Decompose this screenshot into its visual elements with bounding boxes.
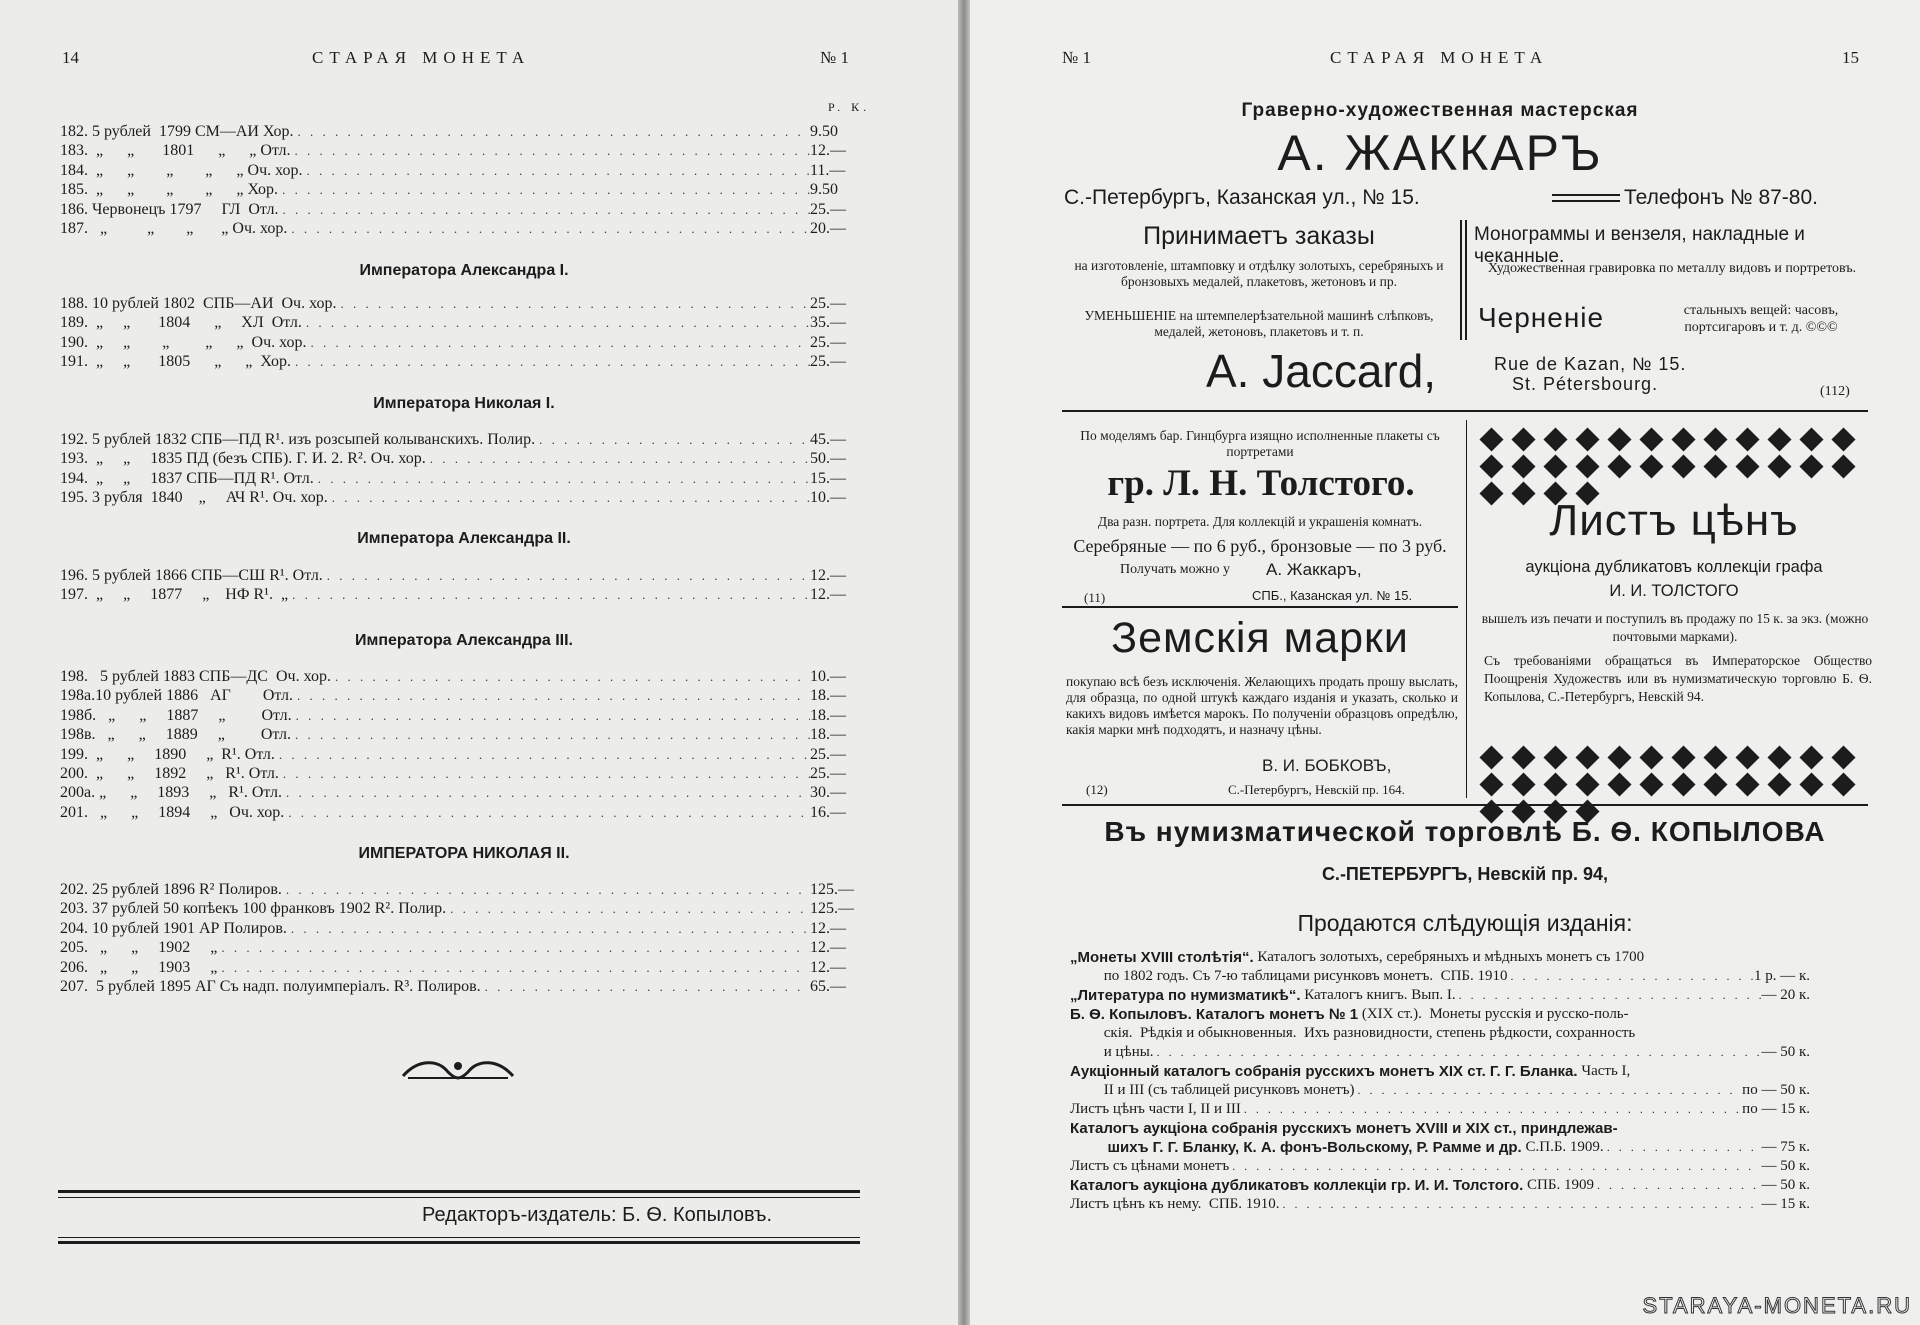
diamond-icon xyxy=(1639,772,1663,796)
leader-dots xyxy=(302,313,810,332)
ad1-left-title: Принимаетъ заказы xyxy=(1143,222,1375,250)
coin-entry xyxy=(60,977,868,996)
ad4-sub: аукціона дубликатовъ коллекціи графа xyxy=(1525,558,1823,576)
diamond-icon xyxy=(1575,772,1599,796)
coin-entry xyxy=(60,686,868,705)
right-page-number: 15 xyxy=(1842,48,1859,67)
diamond-icon xyxy=(1767,454,1791,478)
catalog-entry xyxy=(1070,1024,1810,1043)
catalog-text: скія. Рѣдкія и обыкновенныя. Ихъ разновидности, степень рѣдкости, сохранность xyxy=(1070,1025,1636,1041)
coin-entry xyxy=(60,803,868,822)
leader-dots xyxy=(328,488,810,507)
catalog-text: Часть I, xyxy=(1577,1063,1631,1079)
ad2-title: гр. Л. Н. Толстого. xyxy=(1107,463,1415,504)
coin-description: 188. 10 рублей 1802 СПБ—АИ Оч. хор. xyxy=(60,295,337,312)
catalog-text: С.П.Б. 1909. xyxy=(1521,1139,1604,1155)
catalog-entry xyxy=(1070,1005,1810,1024)
leader-dots xyxy=(314,469,810,488)
ad1-left-body2: УМЕНЬШЕНІЕ на штемпелерѣзательной машинѣ слѣпковъ, медалей, жетоновъ, плакетовъ и т. п. xyxy=(1084,308,1434,339)
ad2-line1: Два разн. портрета. Для коллекцій и украшенія комнатъ. xyxy=(1097,514,1423,529)
ad3-addr: С.-Петербургъ, Невскій пр. 164. xyxy=(1228,782,1405,797)
diamond-icon xyxy=(1511,427,1535,451)
coin-list-group2 xyxy=(60,294,868,372)
ad3-code: (12) xyxy=(1086,782,1108,797)
coin-description: 193. „ „ 1835 ПД (безъ СПБ). Г. И. 2. R². Оч. хор. xyxy=(60,450,426,468)
leader-dots xyxy=(1229,1157,1761,1176)
diamond-icon xyxy=(1479,427,1503,451)
catalog-entry xyxy=(1070,1157,1810,1176)
catalog-price: по — 50 к. xyxy=(1742,1082,1810,1098)
ad2-line3b: А. Жаккаръ, xyxy=(1266,560,1362,579)
leader-dots xyxy=(307,333,811,352)
diamond-icon xyxy=(1511,772,1535,796)
coin-price: 16.— xyxy=(810,803,846,821)
diamond-icon xyxy=(1607,745,1631,769)
catalog-entry xyxy=(1070,948,1810,967)
coin-price: 45.— xyxy=(810,431,846,448)
diamond-icon xyxy=(1831,772,1855,796)
diamond-icon xyxy=(1479,745,1503,769)
ad4-title: Листъ цѣнъ xyxy=(1549,496,1799,545)
coin-entry xyxy=(60,667,868,686)
diamond-icon xyxy=(1735,772,1759,796)
catalog-entry xyxy=(1070,1100,1810,1119)
diamond-icon xyxy=(1607,454,1631,478)
catalog-price: — 15 к. xyxy=(1761,1196,1810,1212)
coin-entry xyxy=(60,449,868,468)
coin-description: 192. 5 рублей 1832 СПБ—ПД R¹. изъ розсыпей колыванскихъ. Полир. xyxy=(60,431,536,448)
ad-separator-3 xyxy=(1062,804,1868,806)
coin-entry xyxy=(60,469,868,488)
diamond-icon xyxy=(1831,427,1855,451)
diamond-icon xyxy=(1671,772,1695,796)
coin-description: 182. 5 рублей 1799 СМ—АИ Хор. xyxy=(60,123,294,140)
leader-dots xyxy=(303,161,811,180)
leader-dots xyxy=(287,919,810,938)
coin-entry xyxy=(60,745,868,764)
ad1-rule-b xyxy=(1552,200,1620,202)
leader-dots xyxy=(217,938,810,957)
right-running-title: СТАРАЯ МОНЕТА xyxy=(1330,48,1549,67)
coin-list-group3 xyxy=(60,430,868,508)
right-issue: № 1 xyxy=(1062,48,1091,67)
left-issue: № 1 xyxy=(820,48,849,67)
catalog-price: — 50 к. xyxy=(1761,1158,1810,1174)
coin-price: 18.— xyxy=(810,726,846,744)
diamond-icon xyxy=(1671,745,1695,769)
coin-description: 183. „ „ 1801 „ „ Отл. xyxy=(60,142,291,160)
diamond-icon xyxy=(1543,745,1567,769)
coin-description: 204. 10 рублей 1901 АР Полиров. xyxy=(60,919,287,937)
coin-price: 12.— xyxy=(810,958,846,976)
coin-list-group4 xyxy=(60,566,868,605)
coin-description: 200. „ „ 1892 „ R¹. Отл. xyxy=(60,764,279,782)
diamond-icon xyxy=(1543,772,1567,796)
ad-separator-2 xyxy=(1062,606,1458,608)
leader-dots xyxy=(278,200,810,219)
coin-price: 25.— xyxy=(810,200,846,218)
ad3-name: В. И. БОБКОВЪ, xyxy=(1262,756,1392,775)
leader-dots xyxy=(535,430,810,449)
left-page xyxy=(0,0,958,1325)
catalog-title: Каталогъ аукціона дубликатовъ коллекціи гр. И. И. Толстого. xyxy=(1070,1177,1524,1194)
leader-dots xyxy=(275,745,810,764)
catalog-title: „Литература по нумизматикѣ“. xyxy=(1070,987,1301,1004)
coin-price: 15.— xyxy=(810,469,846,487)
coin-entry xyxy=(60,919,868,938)
ad4-body: вышелъ изъ печати и поступилъ въ продажу по 15 к. за экз. (можно почтовыми марками). xyxy=(1481,611,1869,644)
section-heading-alexander3: Императора Александра III. xyxy=(355,632,573,649)
coin-entry xyxy=(60,783,868,802)
coin-description: 196. 5 рублей 1866 СПБ—СШ R¹. Отл. xyxy=(60,567,323,584)
coin-entry xyxy=(60,294,868,313)
catalog-entry xyxy=(1070,1195,1810,1214)
catalog-entry xyxy=(1070,1062,1810,1081)
coin-entry xyxy=(60,899,868,918)
coin-description: 203. 37 рублей 50 копѣекъ 100 франковъ 1902 R². Полир. xyxy=(60,900,447,918)
coin-price: 65.— xyxy=(810,977,846,995)
coin-entry xyxy=(60,333,868,352)
diamond-icon xyxy=(1703,427,1727,451)
leader-dots xyxy=(331,667,810,686)
catalog-text: Каталогъ книгъ. Вып. I. xyxy=(1300,987,1456,1003)
coin-description: 194. „ „ 1837 СПБ—ПД R¹. Отл. xyxy=(60,469,314,487)
coin-list-group5 xyxy=(60,667,868,822)
leader-dots xyxy=(1508,967,1754,986)
diamond-icon xyxy=(1799,772,1823,796)
coin-description: 197. „ „ 1877 „ НФ R¹. „ xyxy=(60,586,289,604)
ad4-ornament-bottom xyxy=(1480,746,1870,823)
diamond-icon xyxy=(1575,427,1599,451)
currency-header: Р. К. xyxy=(828,100,871,114)
ad4-body2: Съ требованіями обращаться въ Императорское Общество Поощренія Художествъ или въ нумизматическую торговлю Б. Ѳ. Копылова, С.-Петербургъ, Невскій 94. xyxy=(1484,653,1872,704)
leader-dots xyxy=(292,706,810,725)
section-heading-nicholas2: ИМПЕРАТОРА НИКОЛАЯ II. xyxy=(358,845,570,862)
coin-price: 10.— xyxy=(810,668,846,685)
leader-dots xyxy=(1241,1100,1742,1119)
coin-price: 12.— xyxy=(810,142,846,160)
ad1-latin-name: A. Jaccard, xyxy=(1206,345,1437,397)
coin-entry xyxy=(60,764,868,783)
leader-dots xyxy=(1280,1195,1762,1214)
leader-dots xyxy=(282,880,810,899)
catalog-title: Б. Ѳ. Копыловъ. Каталогъ монетъ № 1 xyxy=(1070,1006,1359,1023)
ad1-left-body: на изготовленіе, штамповку и отдѣлку золотыхъ, серебряныхъ и бронзовыхъ медалей, плакетовъ, жетоновъ и пр. xyxy=(1074,258,1444,289)
leader-dots xyxy=(217,958,810,977)
leader-dots xyxy=(1456,986,1762,1005)
diamond-icon xyxy=(1703,454,1727,478)
leader-dots xyxy=(1355,1081,1743,1100)
coin-entry xyxy=(60,430,868,449)
ad1-right-title2: Черненіе xyxy=(1478,302,1605,333)
coin-description: 198а.10 рублей 1886 АГ Отл. xyxy=(60,687,294,705)
coin-entry xyxy=(60,488,868,507)
diamond-icon xyxy=(1735,745,1759,769)
leader-dots xyxy=(279,764,810,783)
leader-dots xyxy=(481,977,810,996)
coin-description: 206. „ „ 1903 „ xyxy=(60,958,218,976)
coin-price: 30.— xyxy=(810,784,846,802)
catalog-entry xyxy=(1070,1043,1810,1062)
catalog-text: СПБ. 1909 xyxy=(1523,1177,1594,1193)
left-running-title: СТАРАЯ МОНЕТА xyxy=(312,48,531,67)
coin-price: 50.— xyxy=(810,450,846,468)
sale-heading: Продаются слѣдующія изданія: xyxy=(1297,910,1633,936)
diamond-icon xyxy=(1575,745,1599,769)
diamond-icon xyxy=(1799,454,1823,478)
catalog-price: — 50 к. xyxy=(1761,1044,1810,1060)
ad1-latin-addr1: Rue de Kazan, № 15. xyxy=(1494,354,1687,374)
watermark: STARAYA-MONETA.RU xyxy=(1642,1293,1912,1318)
ad1-code: (112) xyxy=(1820,384,1850,399)
coin-description: 205. „ „ 1902 „ xyxy=(60,939,218,957)
diamond-icon xyxy=(1767,427,1791,451)
diamond-icon xyxy=(1799,427,1823,451)
section-heading-nicholas1: Императора Николая I. xyxy=(373,395,555,412)
catalog-text: Листъ цѣнъ части I, II и III xyxy=(1070,1101,1241,1117)
leader-dots xyxy=(1154,1043,1762,1062)
leader-dots xyxy=(426,449,810,468)
diamond-icon xyxy=(1799,745,1823,769)
diamond-icon xyxy=(1703,745,1727,769)
diamond-icon xyxy=(1575,454,1599,478)
ad2-line2: Серебряные — по 6 руб., бронзовые — по 3 руб. xyxy=(1073,536,1447,556)
diamond-icon xyxy=(1511,745,1535,769)
shop-title: Въ нумизматической торговлѣ Б. Ѳ. КОПЫЛОВА xyxy=(1104,816,1826,847)
coin-entry xyxy=(60,958,868,977)
diamond-icon xyxy=(1831,454,1855,478)
coin-entry xyxy=(60,161,868,180)
coin-price: 20.— xyxy=(810,219,846,237)
leader-dots xyxy=(323,566,810,585)
coin-price: 25.— xyxy=(810,295,846,312)
coin-description: 200а. „ „ 1893 „ R¹. Отл. xyxy=(60,784,283,802)
catalog-title: „Монеты XVIII столѣтія“. xyxy=(1070,949,1254,966)
ad1-right-body2: стальныхъ вещей: часовъ, портсигаровъ и т. д. ©©© xyxy=(1683,303,1839,335)
ad2-intro: По моделямъ бар. Гинцбурга изящно исполненные плакеты съ портретами xyxy=(1080,428,1440,459)
catalog-entry xyxy=(1070,1119,1810,1138)
catalog-text: Каталогъ золотыхъ, серебряныхъ и мѣдныхъ монетъ съ 1700 xyxy=(1253,949,1645,965)
coin-price: 125.— xyxy=(810,900,854,918)
coin-description: 207. 5 рублей 1895 АГ Съ надп. полуимперіалъ. R³. Полиров. xyxy=(60,977,481,995)
coin-price: 12.— xyxy=(810,919,846,937)
leader-dots xyxy=(291,352,810,371)
leader-dots xyxy=(278,180,810,199)
catalog-title: Каталогъ аукціона собранія русскихъ монетъ XVIII и XIX ст., приндлежав- xyxy=(1070,1120,1618,1137)
ad1-divider-b xyxy=(1465,220,1467,340)
ad-column-divider xyxy=(1466,420,1467,798)
coin-description: 187. „ „ „ „ Оч. хор. xyxy=(60,219,288,237)
coin-description: 185. „ „ „ „ „ Хор. xyxy=(60,181,279,199)
coin-price: 18.— xyxy=(810,706,846,724)
coin-entry xyxy=(60,200,868,219)
catalog-price: — 75 к. xyxy=(1761,1139,1810,1155)
catalog-list xyxy=(1070,948,1810,1214)
diamond-icon xyxy=(1767,745,1791,769)
coin-description: 191. „ „ 1805 „ „ Хор. xyxy=(60,353,291,371)
coin-entry xyxy=(60,141,868,160)
coin-entry xyxy=(60,313,868,332)
ad3-body: покупаю всѣ безъ исключенія. Желающихъ продать прошу выслать, для образца, по одной штукѣ каждаго изданія и указать, сколько и какихъ видовъ имѣется марокъ. По полученіи образцовъ опредѣлю, какія марки мнѣ подходятъ, и назначу цѣны. xyxy=(1066,674,1458,737)
ad2-line3a: Получать можно у xyxy=(1120,562,1230,577)
leader-dots xyxy=(288,585,810,604)
coin-description: 201. „ „ 1894 „ Оч. хор. xyxy=(60,803,285,821)
coin-entry xyxy=(60,352,868,371)
coin-entry xyxy=(60,938,868,957)
diamond-icon xyxy=(1543,454,1567,478)
diamond-icon xyxy=(1671,427,1695,451)
catalog-text: Листъ цѣнъ къ нему. СПБ. 1910. xyxy=(1070,1196,1280,1212)
ornament-icon xyxy=(398,1054,518,1084)
leader-dots xyxy=(291,141,810,160)
coin-price: 25.— xyxy=(810,353,846,371)
coin-price: 25.— xyxy=(810,745,846,763)
catalog-text: и цѣны. xyxy=(1070,1044,1154,1060)
catalog-price: — 20 к. xyxy=(1761,987,1810,1003)
catalog-text: Листъ съ цѣнами монетъ xyxy=(1070,1158,1230,1174)
coin-description: 190. „ „ „ „ „ Оч. хор. xyxy=(60,333,307,351)
ad2-addr: СПБ., Казанская ул. № 15. xyxy=(1252,588,1413,603)
leader-dots xyxy=(287,219,810,238)
coin-description: 189. „ „ 1804 „ ХЛ Отл. xyxy=(60,314,302,332)
editor-line: Редакторъ-издатель: Б. Ѳ. Копыловъ. xyxy=(422,1204,773,1226)
coin-price: 18.— xyxy=(810,687,846,705)
coin-price: 25.— xyxy=(810,764,846,782)
catalog-price: 1 р. — к. xyxy=(1753,968,1810,984)
ad1-right-body: Художественная гравировка по металлу видовъ и портретовъ. xyxy=(1487,261,1857,276)
coin-price: 12.— xyxy=(810,567,846,584)
catalog-entry xyxy=(1070,967,1810,986)
diamond-icon xyxy=(1607,772,1631,796)
diamond-icon xyxy=(1639,745,1663,769)
coin-description: 198. 5 рублей 1883 СПБ—ДС Оч. хор. xyxy=(60,668,331,685)
catalog-text: (XIX ст.). Монеты русскія и русско-поль- xyxy=(1358,1006,1629,1022)
ad1-name: А. ЖАККАРЪ xyxy=(1277,125,1603,181)
catalog-entry xyxy=(1070,1081,1810,1100)
section-heading-alexander1: Императора Александра I. xyxy=(359,262,569,279)
coin-price: 35.— xyxy=(810,314,846,332)
leader-dots xyxy=(282,783,810,802)
coin-entry xyxy=(60,122,868,141)
diamond-icon xyxy=(1479,772,1503,796)
diamond-icon xyxy=(1735,454,1759,478)
catalog-entry xyxy=(1070,1176,1810,1195)
coin-entry xyxy=(60,880,868,899)
left-page-number: 14 xyxy=(62,48,79,67)
catalog-entry xyxy=(1070,1138,1810,1157)
leader-dots xyxy=(1604,1138,1762,1157)
leader-dots xyxy=(294,122,810,141)
leader-dots xyxy=(284,803,810,822)
coin-price: 11.— xyxy=(810,161,846,179)
coin-description: 199. „ „ 1890 „ R¹. Отл. xyxy=(60,745,275,763)
coin-description: 186. Червонецъ 1797 ГЛ Отл. xyxy=(60,200,279,218)
ad4-sub2: И. И. ТОЛСТОГО xyxy=(1609,582,1739,600)
catalog-title: Аукціонный каталогъ собранія русскихъ монетъ XIX ст. Г. Г. Бланка. xyxy=(1070,1063,1578,1080)
footer-rule-bottom2 xyxy=(58,1241,860,1244)
ad2-code: (11) xyxy=(1084,590,1106,605)
diamond-icon xyxy=(1607,427,1631,451)
ad-separator-1 xyxy=(1062,410,1868,412)
diamond-icon xyxy=(1831,745,1855,769)
coin-price: 9.50 xyxy=(810,123,838,140)
diamond-icon xyxy=(1543,427,1567,451)
coin-description: 184. „ „ „ „ „ Оч. хор. xyxy=(60,161,303,179)
leader-dots xyxy=(336,294,810,313)
coin-price: 9.50 xyxy=(810,181,838,199)
section-heading-alexander2: Императора Александра II. xyxy=(357,530,571,547)
shop-address: С.-ПЕТЕРБУРГЪ, Невскій пр. 94, xyxy=(1321,864,1609,884)
coin-entry xyxy=(60,725,868,744)
diamond-icon xyxy=(1639,454,1663,478)
ad1-phone: Телефонъ № 87-80. xyxy=(1624,186,1818,209)
ad1-right-title: Монограммы и вензеля, накладные и чеканные. xyxy=(1474,224,1805,267)
diamond-icon xyxy=(1639,427,1663,451)
coin-entry xyxy=(60,180,868,199)
catalog-price: — 50 к. xyxy=(1761,1177,1810,1193)
coin-description: 198б. „ „ 1887 „ Отл. xyxy=(60,706,292,724)
coin-entry xyxy=(60,219,868,238)
leader-dots xyxy=(446,899,810,918)
coin-list-group6 xyxy=(60,880,868,996)
coin-list-group1 xyxy=(60,122,868,238)
coin-price: 25.— xyxy=(810,333,846,351)
coin-entry xyxy=(60,706,868,725)
catalog-entry xyxy=(1070,986,1810,1005)
coin-price: 10.— xyxy=(810,489,846,507)
footer-rule-top2 xyxy=(58,1197,860,1198)
catalog-text: по 1802 годъ. Съ 7-ю таблицами рисунковъ монетъ. СПБ. 1910 xyxy=(1070,968,1508,984)
diamond-icon xyxy=(1511,454,1535,478)
catalog-price: по — 15 к. xyxy=(1742,1101,1810,1117)
coin-price: 12.— xyxy=(810,586,846,604)
diamond-icon xyxy=(1479,454,1503,478)
coin-price: 12.— xyxy=(810,939,846,957)
catalog-text: II и III (съ таблицей рисунковъ монетъ) xyxy=(1070,1082,1355,1098)
ad1-latin-addr2: St. Pétersbourg. xyxy=(1512,374,1659,394)
ad1-rule-a xyxy=(1552,194,1620,196)
footer-rule-bottom xyxy=(58,1237,860,1238)
ad4-ornament-top xyxy=(1480,428,1870,505)
leader-dots xyxy=(1594,1176,1761,1195)
coin-entry xyxy=(60,585,868,604)
diamond-icon xyxy=(1767,772,1791,796)
coin-description: 195. 3 рубля 1840 „ АЧ R¹. Оч. хор. xyxy=(60,489,328,507)
diamond-icon xyxy=(1703,772,1727,796)
catalog-title: шихъ Г. Г. Бланку, К. А. фонъ-Вольскому, Р. Рамме и др. xyxy=(1070,1139,1522,1156)
ad1-divider-a xyxy=(1460,220,1462,340)
diamond-icon xyxy=(1735,427,1759,451)
diamond-icon xyxy=(1671,454,1695,478)
coin-entry xyxy=(60,566,868,585)
coin-description: 198в. „ „ 1889 „ Отл. xyxy=(60,726,291,744)
ad1-address: С.-Петербургъ, Казанская ул., № 15. xyxy=(1064,186,1420,209)
coin-price: 125.— xyxy=(810,881,854,898)
leader-dots xyxy=(291,725,810,744)
ad1-kicker: Граверно-художественная мастерская xyxy=(1241,100,1639,121)
book-gutter xyxy=(958,0,970,1325)
footer-rule-top xyxy=(58,1190,860,1193)
leader-dots xyxy=(293,686,810,705)
ad3-title: Земскія марки xyxy=(1111,614,1409,662)
coin-description: 202. 25 рублей 1896 R² Полиров. xyxy=(60,881,282,898)
